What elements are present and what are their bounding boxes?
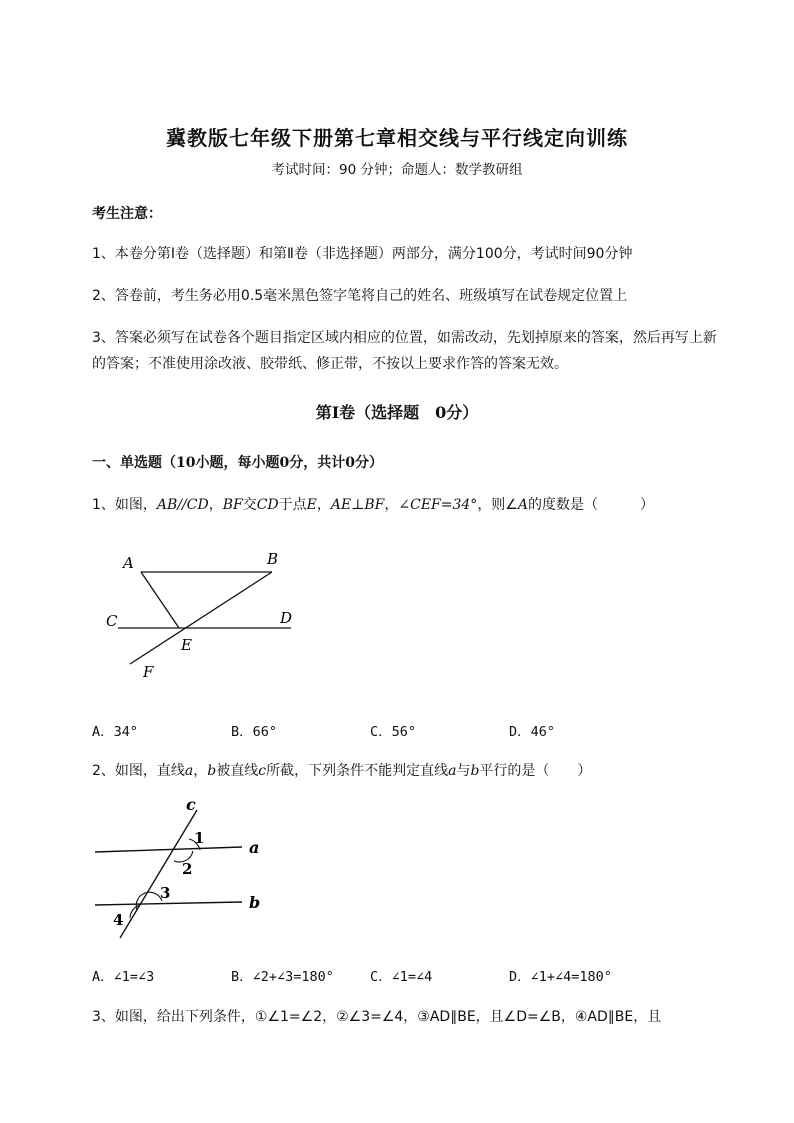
angle-3-arc (136, 892, 162, 910)
notice-item-1: 1、本卷分第I卷（选择题）和第Ⅱ卷（非选择题）两部分，满分100分，考试时间90分钟 (92, 246, 633, 262)
q2-text: 所截，下列条件不能判定直线 (266, 763, 449, 779)
q2-text: 与 (456, 763, 471, 779)
q2-text: 被直线 (216, 763, 259, 779)
q2-math: a (184, 763, 194, 779)
notice-heading: 考生注意： (92, 206, 162, 222)
q1-option-b[interactable]: B．66° (231, 724, 278, 740)
q2-option-c[interactable]: C．∠1=∠4 (370, 969, 433, 985)
q2-option-b[interactable]: B．∠2+∠3=180° (231, 969, 334, 985)
q2-option-a[interactable]: A．∠1=∠3 (92, 969, 155, 985)
q2-math: b (207, 763, 217, 779)
line-bf (130, 572, 272, 664)
q1-option-c[interactable]: C．56° (370, 724, 417, 740)
q2-math: b (470, 763, 480, 779)
page-title: 冀教版七年级下册第七章相交线与平行线定向训练 (166, 126, 628, 150)
line-b (95, 902, 242, 905)
q1-math: CD (256, 497, 279, 513)
q1-math: A (517, 497, 528, 513)
q1-math: AE⊥BF (330, 497, 385, 513)
label-d: D (280, 609, 293, 627)
q1-option-d[interactable]: D．46° (509, 724, 556, 740)
label-a: a (249, 838, 260, 857)
notice-item-3: 3、答案必须写在试卷各个题目指定区域内相应的位置，如需改动，先划掉原来的答案，然后再写上新 (92, 330, 717, 346)
question-2-figure (90, 795, 275, 945)
question-2-stem (92, 760, 591, 780)
q1-math: E (306, 497, 317, 513)
q2-math: a (448, 763, 457, 779)
q1-text: 于点 (278, 497, 307, 513)
q1-text: ， (316, 497, 331, 513)
label-c: c (186, 795, 196, 814)
q1-math: ∠CEF=34° (398, 497, 478, 513)
label-angle-3: 3 (160, 884, 171, 902)
q1-text: 交 (242, 497, 257, 513)
q1-math: AB//CD (156, 497, 209, 513)
q1-text: ， (208, 497, 223, 513)
exam-info: 考试时间：90 分钟；命题人：数学教研组 (271, 162, 523, 178)
question-1-stem (92, 494, 654, 514)
question-1-figure (100, 540, 310, 685)
q2-text: 平行的是（ ） (479, 763, 592, 779)
q1-text: ， (384, 497, 399, 513)
q2-text: 2、如图，直线 (92, 763, 185, 779)
label-b: B (267, 550, 279, 568)
label-angle-4: 4 (113, 911, 124, 929)
label-a: A (123, 554, 134, 572)
part-heading: 一、单选题（10小题，每小题0分，共计0分） (92, 455, 383, 471)
label-angle-1: 1 (194, 829, 205, 847)
q1-math: BF (222, 497, 243, 513)
notice-item-3-continued: 的答案；不准使用涂改液、胶带纸、修正带，不按以上要求作答的答案无效。 (92, 356, 568, 372)
q1-option-a[interactable]: A．34° (92, 724, 139, 740)
line-a (95, 847, 242, 852)
q2-text: ， (193, 763, 208, 779)
notice-item-2: 2、答卷前，考生务必用0.5毫米黑色签字笔将自己的姓名、班级填写在试卷规定位置上 (92, 288, 628, 304)
q2-option-d[interactable]: D．∠1+∠4=180° (509, 969, 612, 985)
section-title: 第I卷（选择题 0分） (315, 403, 479, 422)
segment-ae (141, 572, 179, 628)
q1-text: 1、如图， (92, 497, 157, 513)
label-c: C (106, 612, 118, 630)
label-angle-2: 2 (182, 860, 193, 878)
question-3-stem: 3、如图，给出下列条件，①∠1=∠2，②∠3=∠4，③AD∥BE，且∠D=∠B，④AD∥BE，且 (92, 1009, 662, 1025)
q2-math: c (258, 763, 267, 779)
q1-text: ，则∠ (477, 497, 518, 513)
label-e: E (181, 636, 192, 654)
q1-text: 的度数是（ ） (528, 497, 654, 513)
label-b: b (249, 893, 261, 912)
label-f: F (143, 663, 154, 681)
